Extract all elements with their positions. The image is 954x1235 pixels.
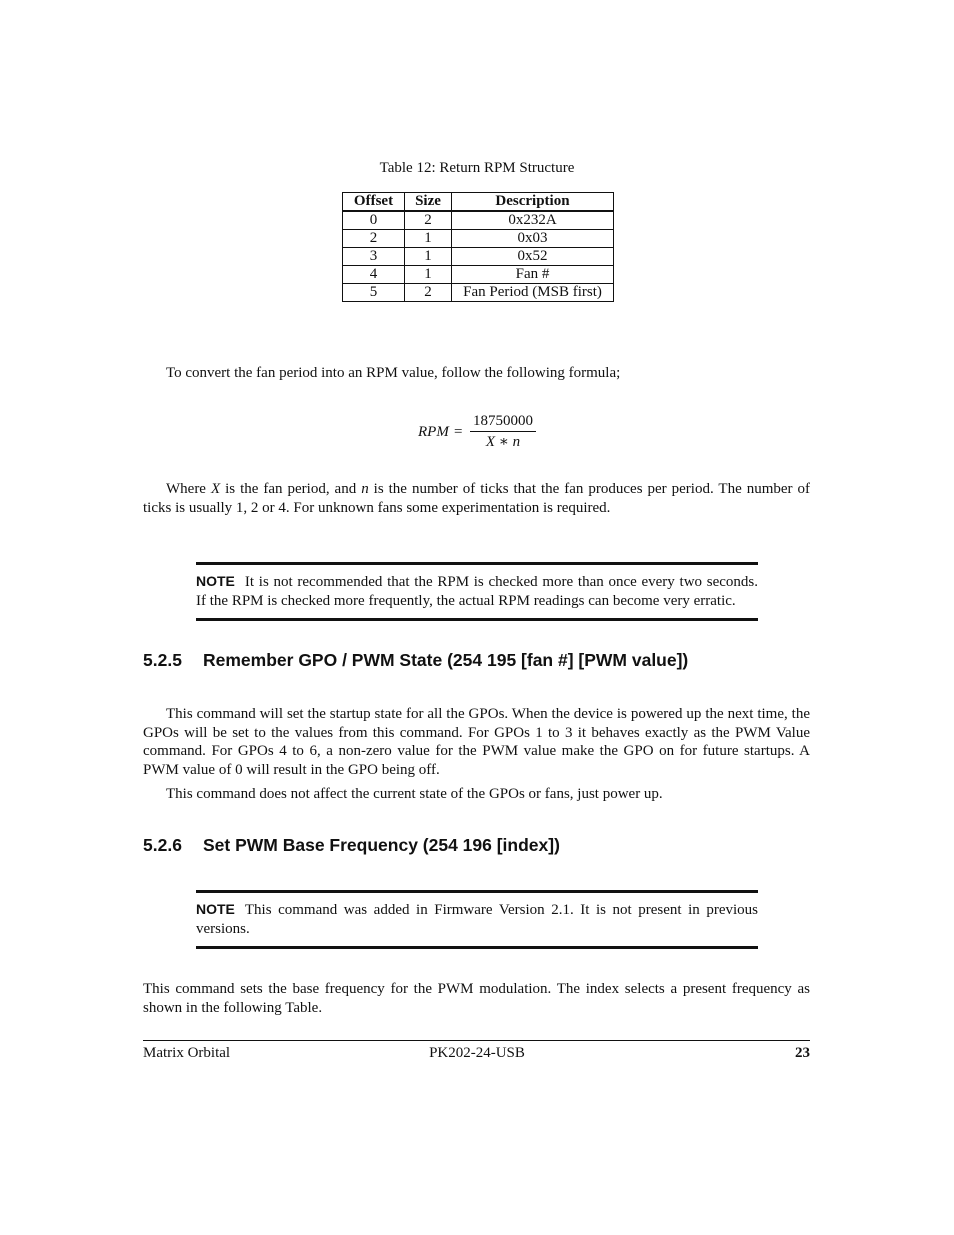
- note-label: NOTE: [196, 901, 235, 917]
- table-caption: Table 12: Return RPM Structure: [379, 160, 575, 176]
- table-cell: 4: [343, 266, 405, 284]
- section-5-2-5-paragraph: This command will set the startup state for all the GPOs. When the device is powered up the next time, the GPOs will be set to the values from this command. For GPOs 1 to 3 it behaves exactly as the PWM Value command. For GPOs 4 to 6, a non-zero value for the PWM value make the GPO on for future startups. A PWM value of 0 will result in the GPO being off.: [143, 706, 810, 778]
- formula-lhs: RPM: [418, 424, 449, 440]
- table-cell: 3: [343, 248, 405, 266]
- formula-numerator: 18750000: [473, 413, 533, 429]
- section-number: 5.2.6: [143, 835, 182, 855]
- text-run: Where: [166, 481, 211, 497]
- note-text: It is not recommended that the RPM is checked more than once every two seconds. If the RPM is checked more frequently, the actual RPM readings can become very erratic.: [196, 574, 758, 609]
- variable-x: X: [210, 481, 221, 497]
- table-cell: 0x232A: [452, 211, 614, 230]
- formula-equals: =: [454, 424, 463, 440]
- table-cell: Fan Period (MSB first): [452, 284, 614, 302]
- table-cell: 0x52: [452, 248, 614, 266]
- text-run: is the fan period, and: [220, 481, 362, 497]
- rpm-structure-table: [342, 192, 614, 302]
- table-cell: 0: [343, 211, 405, 230]
- table-cell: 1: [405, 248, 452, 266]
- note-rpm-check: [196, 562, 758, 621]
- column-header: Description: [452, 193, 614, 212]
- table-cell: Fan #: [452, 266, 614, 284]
- note-label: NOTE: [196, 573, 235, 589]
- table-row: [343, 284, 614, 302]
- variable-n: n: [361, 481, 369, 497]
- section-title: Remember GPO / PWM State (254 195 [fan #] [PWM value]): [203, 650, 689, 670]
- table-cell: 0x03: [452, 230, 614, 248]
- column-header: Offset: [343, 193, 405, 212]
- section-heading-5-2-5: [143, 650, 688, 671]
- section-5-2-5-paragraph: This command does not affect the current state of the GPOs or fans, just power up.: [166, 786, 663, 802]
- column-header: Size: [405, 193, 452, 212]
- footer-product: PK202-24-USB: [429, 1045, 525, 1061]
- table-row: [343, 211, 614, 230]
- table-cell: 2: [405, 211, 452, 230]
- formula-denominator: X ∗ n: [485, 434, 521, 450]
- page-number: 23: [795, 1045, 810, 1061]
- formula-explanation-paragraph: [143, 480, 810, 517]
- text-run: is the number of ticks that the fan produces per period. The number of ticks is usually 1, 2 or 4. For unknown fans some experimentation is required.: [143, 481, 811, 516]
- footer-company: Matrix Orbital: [143, 1045, 231, 1061]
- section-heading-5-2-6: [143, 835, 560, 856]
- table-cell: 5: [343, 284, 405, 302]
- footer-divider: [143, 1040, 810, 1041]
- rpm-formula: [418, 413, 618, 453]
- table-header-row: [343, 193, 614, 212]
- note-text: This command was added in Firmware Version 2.1. It is not present in previous versions.: [196, 902, 758, 937]
- section-number: 5.2.5: [143, 650, 182, 670]
- table-row: [343, 266, 614, 284]
- table-cell: 2: [343, 230, 405, 248]
- table-cell: 2: [405, 284, 452, 302]
- formula-intro-paragraph: To convert the fan period into an RPM value, follow the following formula;: [166, 365, 621, 381]
- table-cell: 1: [405, 230, 452, 248]
- table-cell: 1: [405, 266, 452, 284]
- note-firmware-version: [196, 890, 758, 949]
- formula-fraction: [470, 413, 536, 451]
- table-row: [343, 248, 614, 266]
- section-title: Set PWM Base Frequency (254 196 [index]): [203, 835, 560, 855]
- table-row: [343, 230, 614, 248]
- pwm-frequency-paragraph: This command sets the base frequency for the PWM modulation. The index selects a present frequency as shown in the following Table.: [143, 981, 810, 1016]
